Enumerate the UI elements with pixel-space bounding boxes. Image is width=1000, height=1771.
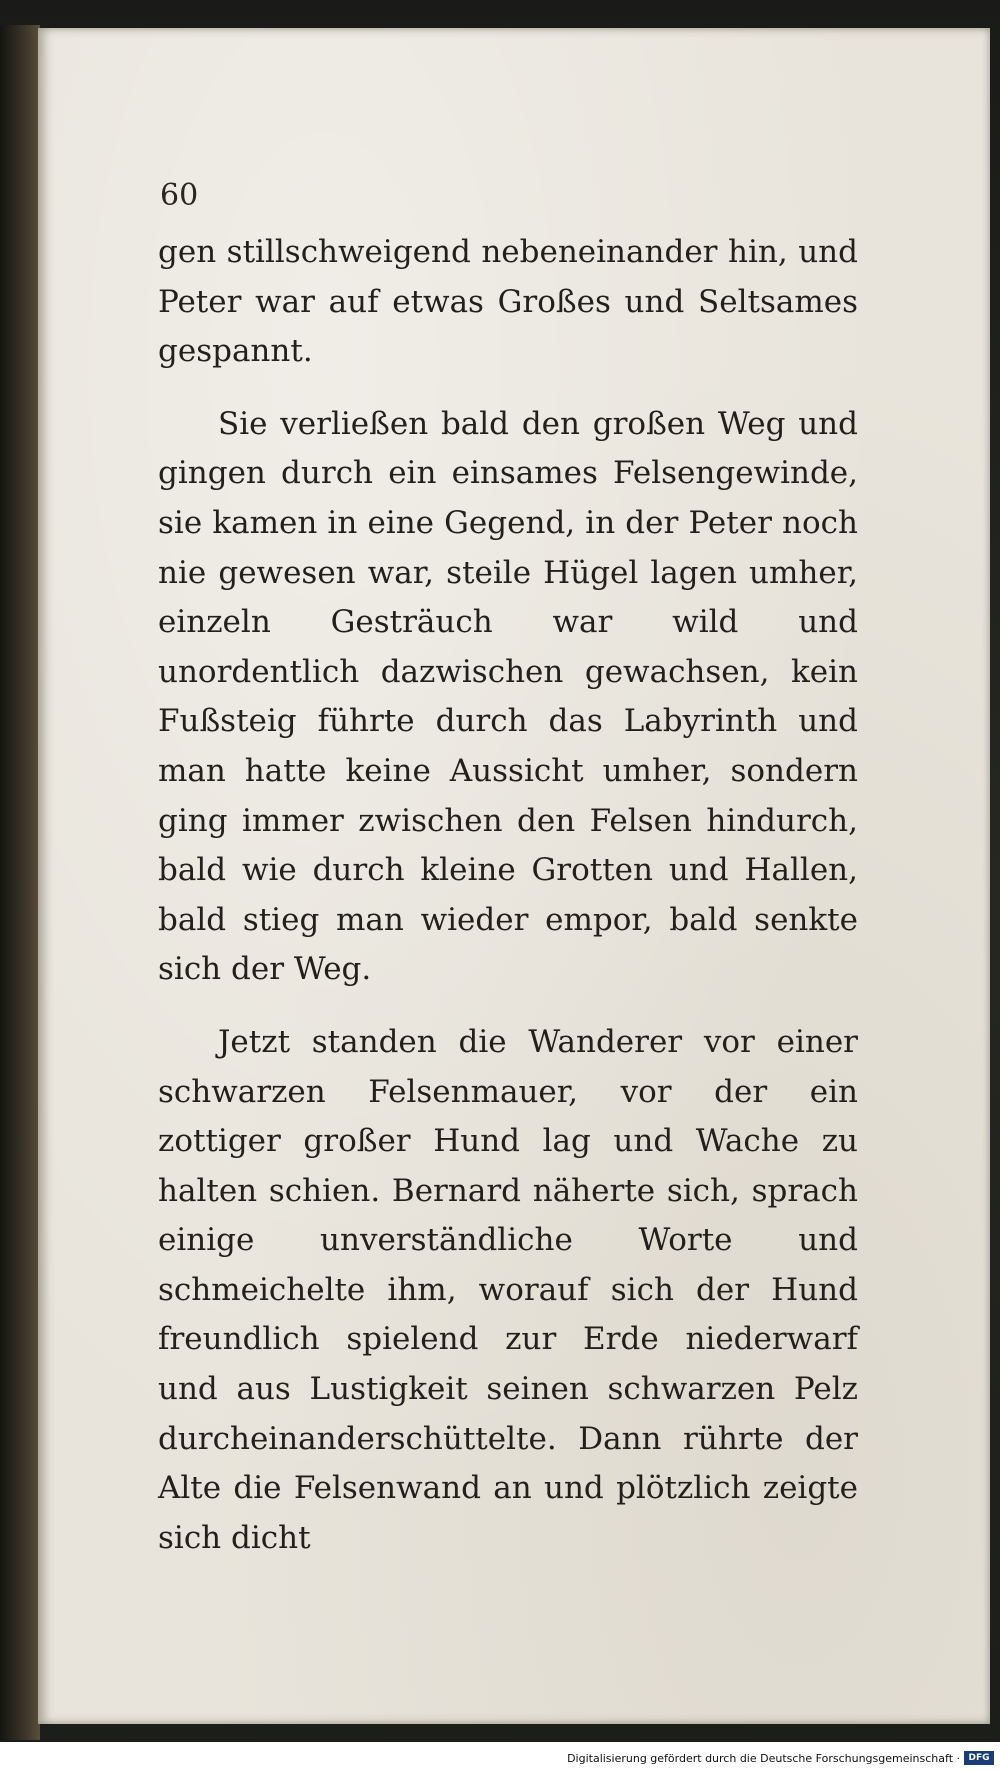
page-number: 60 [160, 178, 199, 213]
digitization-credit: Digitalisierung gefördert durch die Deutsche Forschungsgemeinschaft · [567, 1752, 960, 1765]
paragraph-3: Jetzt standen die Wanderer vor einer schwarzen Felsenmauer, vor der ein zottiger großer Hund lag und Wache zu halten schien. Bernard näherte sich, sprach einige unverständliche Worte und schmeichelte ihm, worauf sich der Hund freundlich spielend zur Erde niederwarf und aus Lustigkeit seinen schwarzen Pelz durcheinanderschüttelte. Dann rührte der Alte die Felsenwand an und plötzlich zeigte sich dicht [158, 1023, 858, 1556]
paragraph-1: gen stillschweigend nebeneinander hin, und Peter war auf etwas Großes und Seltsames gespannt. [158, 234, 858, 370]
book-spine-edge [0, 25, 40, 1740]
body-text [158, 228, 858, 1563]
dfg-logo-icon: DFG [964, 1751, 994, 1765]
paragraph-2: Sie verließen bald den großen Weg und gingen durch ein einsames Felsengewinde, sie kamen in eine Gegend, in der Peter noch nie gewesen war, steile Hügel lagen umher, einzeln Gesträuch war wild und unordentlich dazwischen gewachsen, kein Fußsteig führte durch das Labyrinth und man hatte keine Aussicht umher, sondern ging immer zwischen den Felsen hindurch, bald wie durch kleine Grotten und Hallen, bald stieg man wieder empor, bald senkte sich der Weg. [158, 405, 858, 988]
